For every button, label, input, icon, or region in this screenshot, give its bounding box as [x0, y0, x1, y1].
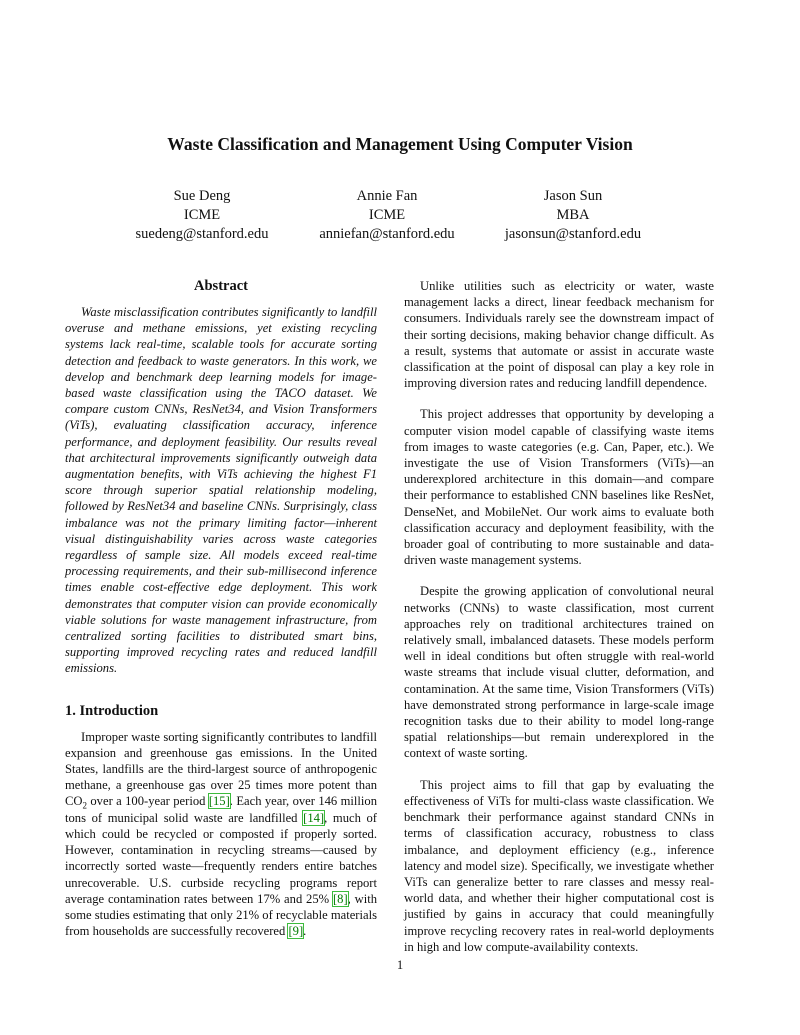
subscript: 2 [82, 801, 87, 811]
abstract-text: Waste misclassification contributes significantly to landfill overuse and methane emissions, yet existing recycling systems lack real-time, scalable tools for accurate sorting detection and feedback to waste generators. In this work, we develop and benchmark deep learning models for image-based waste classification using the TACO dataset. We compare custom CNNs, ResNet34, and Vision Transformers (ViTs), evaluating classification accuracy, inference performance, and deployment feasibility. Our results reveal that architectural improvements significantly outweigh data augmentation benefits, with ViTs achieving the highest F1 score through superior spatial relationship modeling, followed by ResNet34 and baseline CNNs. Surprisingly, class imbalance was not the primary limiting factor—inherent visual distinguishability varies across waste categories regardless of sample size. All models exceed real-time processing requirements, and their sub-millisecond inference times enable cost-effective edge deployment. This work demonstrates that computer vision can provide economically viable solutions for waste management infrastructure, from centralized sorting facilities to distributed smart bins, supporting improved recycling rates and reduced landfill emissions. [65, 305, 377, 676]
intro-paragraph-5: This project aims to fill that gap by evaluating the effectiveness of ViTs for multi-class waste classification. We benchmark their performance against standard CNNs in terms of classification accuracy, robustness to class imbalance, and deployment efficiency (e.g., inference latency and model size). Specifically, we investigate whether ViTs can generalize better to rare classes and messy real-world data, and whether their higher computational cost is justified by gains in accuracy that could meaningfully improve recycling recovery rates in real-world deployments in high and low compute-availability contexts. [404, 777, 714, 954]
author-name: Jason Sun [543, 188, 603, 204]
author-email: jasonsun@stanford.edu [504, 226, 642, 242]
author-name: Sue Deng [173, 188, 231, 204]
text-run: , much of which could be recycled or composted if properly sorted. However, contamination in recycling streams—caused by incorrectly sorted waste—frequently renders entire batches unrecoverable. U.S. curbside recycling programs report average contamination rates between 17% and 25% [65, 810, 378, 906]
author-name: Annie Fan [356, 188, 418, 204]
section-heading-introduction: 1. Introduction [65, 702, 159, 719]
paper-title: Waste Classification and Management Using Computer Vision [167, 134, 633, 154]
text-run: . Each year, over 146 million tons of municipal solid waste are landfilled [65, 794, 377, 825]
citation-link[interactable]: [9] [288, 924, 304, 939]
intro-paragraph-4: Despite the growing application of convolutional neural networks (CNNs) to waste classification, most current approaches rely on traditional architectures trained on relatively small, imbalanced datasets. These models perform well in ideal conditions but often struggle with real-world waste streams that include visual clutter, deformation, and contamination. At the same time, Vision Transformers (ViTs) have demonstrated strong performance in large-scale image recognition tasks due to their ability to model long-range spatial relationships—but remain underexplored in the context of waste sorting. [404, 584, 714, 761]
author-affiliation: MBA [556, 207, 590, 223]
right-column [404, 278, 714, 970]
author-email: suedeng@stanford.edu [135, 226, 269, 242]
author-3 [463, 187, 683, 244]
author-affiliation: ICME [368, 207, 406, 223]
text-run: . [303, 924, 307, 939]
citation-link[interactable]: [15] [208, 794, 230, 809]
text-run: , with some studies estimating that only 21% of recyclable materials from households are successfully recovered [65, 891, 377, 939]
page-number: 1 [396, 958, 404, 972]
intro-paragraph-2: Unlike utilities such as electricity or water, waste management lacks a direct, linear feedback mechanism for consumers. Individuals rarely see the downstream impact of their sorting decisions, making behavior change difficult. As a result, systems that automate or assist in accurate waste classification at the point of disposal can play a key role in improving diversion rates and reducing landfill dependence. [404, 279, 714, 391]
citation-link[interactable]: [14] [303, 810, 325, 825]
citation-link[interactable]: [8] [332, 891, 348, 906]
left-column [65, 278, 377, 954]
author-affiliation: ICME [183, 207, 221, 223]
intro-paragraph-3: This project addresses that opportunity by developing a computer vision model capable of classifying waste items from images to waste categories (e.g. Can, Paper, etc.). We investigate the use of Vision Transformers (ViTs)—an underexplored architecture in this domain—and compare their performance to established CNN baselines like ResNet, DenseNet, and MobileNet. Our work aims to evaluate both classification accuracy and deployment feasibility, with the broader goal of contributing to more sustainable and data-driven waste management systems. [404, 407, 714, 568]
abstract-heading: Abstract [194, 278, 248, 294]
text-run: Improper waste sorting significantly contributes to landfill expansion and greenhouse gas emissions. In the United States, landfills are the third-largest source of anthropogenic methane, a greenhouse gas over 25 times more potent than CO [65, 729, 377, 809]
text-run: over a 100-year period [87, 794, 209, 809]
intro-paragraph-1 [65, 729, 377, 940]
author-email: anniefan@stanford.edu [319, 226, 455, 242]
